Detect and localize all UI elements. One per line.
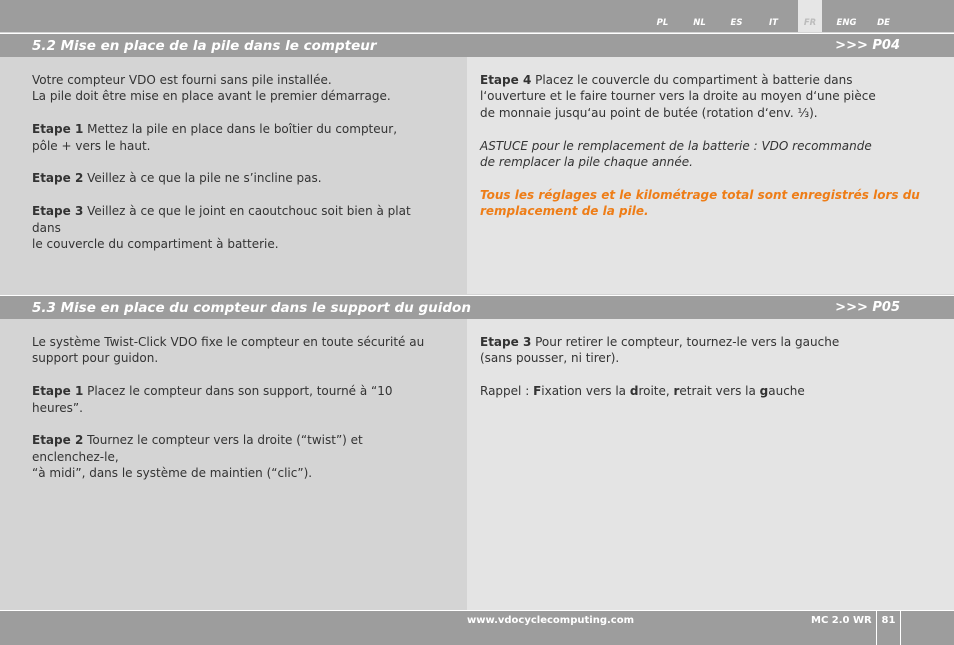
- page-reference-link[interactable]: >>> P04: [835, 38, 900, 53]
- reminder-word: ixation vers la: [541, 384, 630, 399]
- section-header-mount: [0, 295, 954, 319]
- footer: [0, 610, 954, 645]
- section-header-battery: [0, 33, 954, 57]
- section1-right-column: [467, 57, 954, 294]
- lang-fr-active[interactable]: FR: [798, 0, 822, 32]
- page-reference-link[interactable]: >>> P05: [835, 300, 900, 315]
- lang-eng[interactable]: ENG: [836, 18, 857, 28]
- reminder-word: etrait vers la: [679, 384, 760, 399]
- step-3: [480, 334, 941, 367]
- reminder-word: auche: [768, 384, 805, 399]
- reminder-word: roite,: [638, 384, 674, 399]
- section1-left-column: [0, 57, 467, 294]
- model-name: MC 2.0 WR: [811, 615, 872, 626]
- step-2: [32, 432, 435, 481]
- step-label: Etape 3: [32, 204, 84, 219]
- step-label: Etape 2: [32, 171, 84, 186]
- warning-note: Tous les réglages et le kilométrage total sont enregistrés lors du remplacement de la pile.: [480, 187, 920, 219]
- reminder-letter-d: d: [629, 384, 639, 399]
- section2-left-column: [0, 319, 467, 610]
- lang-de[interactable]: DE: [877, 18, 890, 28]
- step-label: Etape 1: [32, 384, 84, 399]
- tip-text: ASTUCE pour le remplacement de la batterie : VDO recommande de remplacer la pile chaque année.: [480, 138, 872, 170]
- step-text: Mettez la pile en place dans le boîtier du compteur, pôle + vers le haut.: [32, 122, 398, 153]
- lang-pl[interactable]: PL: [656, 18, 669, 28]
- section-title: 5.2 Mise en place de la pile dans le compteur: [32, 38, 377, 54]
- step-4: [480, 72, 941, 121]
- step-text: Pour retirer le compteur, tournez-le vers la gauche (sans pousser, ni tirer).: [480, 335, 840, 366]
- step-label: Etape 1: [32, 122, 84, 137]
- step-text: Placez le couvercle du compartiment à batterie dans l‘ouverture et le faire tourner vers la droite au moyen d‘une pièce de monnaie jusqu‘au point de butée (rotation d‘env. ⅓).: [480, 73, 876, 120]
- section2-right-column: [467, 319, 954, 610]
- top-bar: [0, 0, 954, 32]
- step-label: Etape 2: [32, 433, 84, 448]
- website-link[interactable]: www.vdocyclecomputing.com: [467, 615, 635, 626]
- step-3: [32, 203, 435, 252]
- step-label: Etape 3: [480, 335, 532, 349]
- section-title: 5.3 Mise en place du compteur dans le support du guidon: [32, 300, 471, 316]
- step-text: Veillez à ce que le joint en caoutchouc soit bien à plat dans le couvercle du compartiment à batterie.: [32, 204, 411, 252]
- step-label: Etape 4: [480, 73, 532, 87]
- language-selector: [644, 0, 902, 32]
- intro-text: Le système Twist-Click VDO fixe le compteur en toute sécurité au support pour guidon.: [32, 335, 425, 366]
- lang-es[interactable]: ES: [730, 18, 743, 28]
- page-number: 81: [876, 611, 901, 645]
- reminder-text: [480, 383, 941, 399]
- reminder-letter-r: r: [673, 384, 680, 399]
- reminder-letter-f: F: [533, 384, 542, 399]
- step-text: Tournez le compteur vers la droite (“twist”) et enclenchez-le, “à midi”, dans le système de maintien (“clic”).: [32, 433, 363, 481]
- step-1: [32, 121, 435, 154]
- intro-text: Votre compteur VDO est fourni sans pile installée. La pile doit être mise en place avant le premier démarrage.: [32, 73, 391, 104]
- reminder-prefix: Rappel :: [480, 384, 534, 399]
- reminder-letter-g: g: [759, 384, 769, 399]
- step-text: Placez le compteur dans son support, tourné à “10 heures”.: [32, 384, 393, 415]
- step-text: Veillez à ce que la pile ne s’incline pas.: [83, 171, 322, 186]
- step-2: [32, 170, 435, 186]
- step-1: [32, 383, 435, 416]
- lang-nl[interactable]: NL: [693, 18, 706, 28]
- lang-it[interactable]: IT: [769, 18, 778, 28]
